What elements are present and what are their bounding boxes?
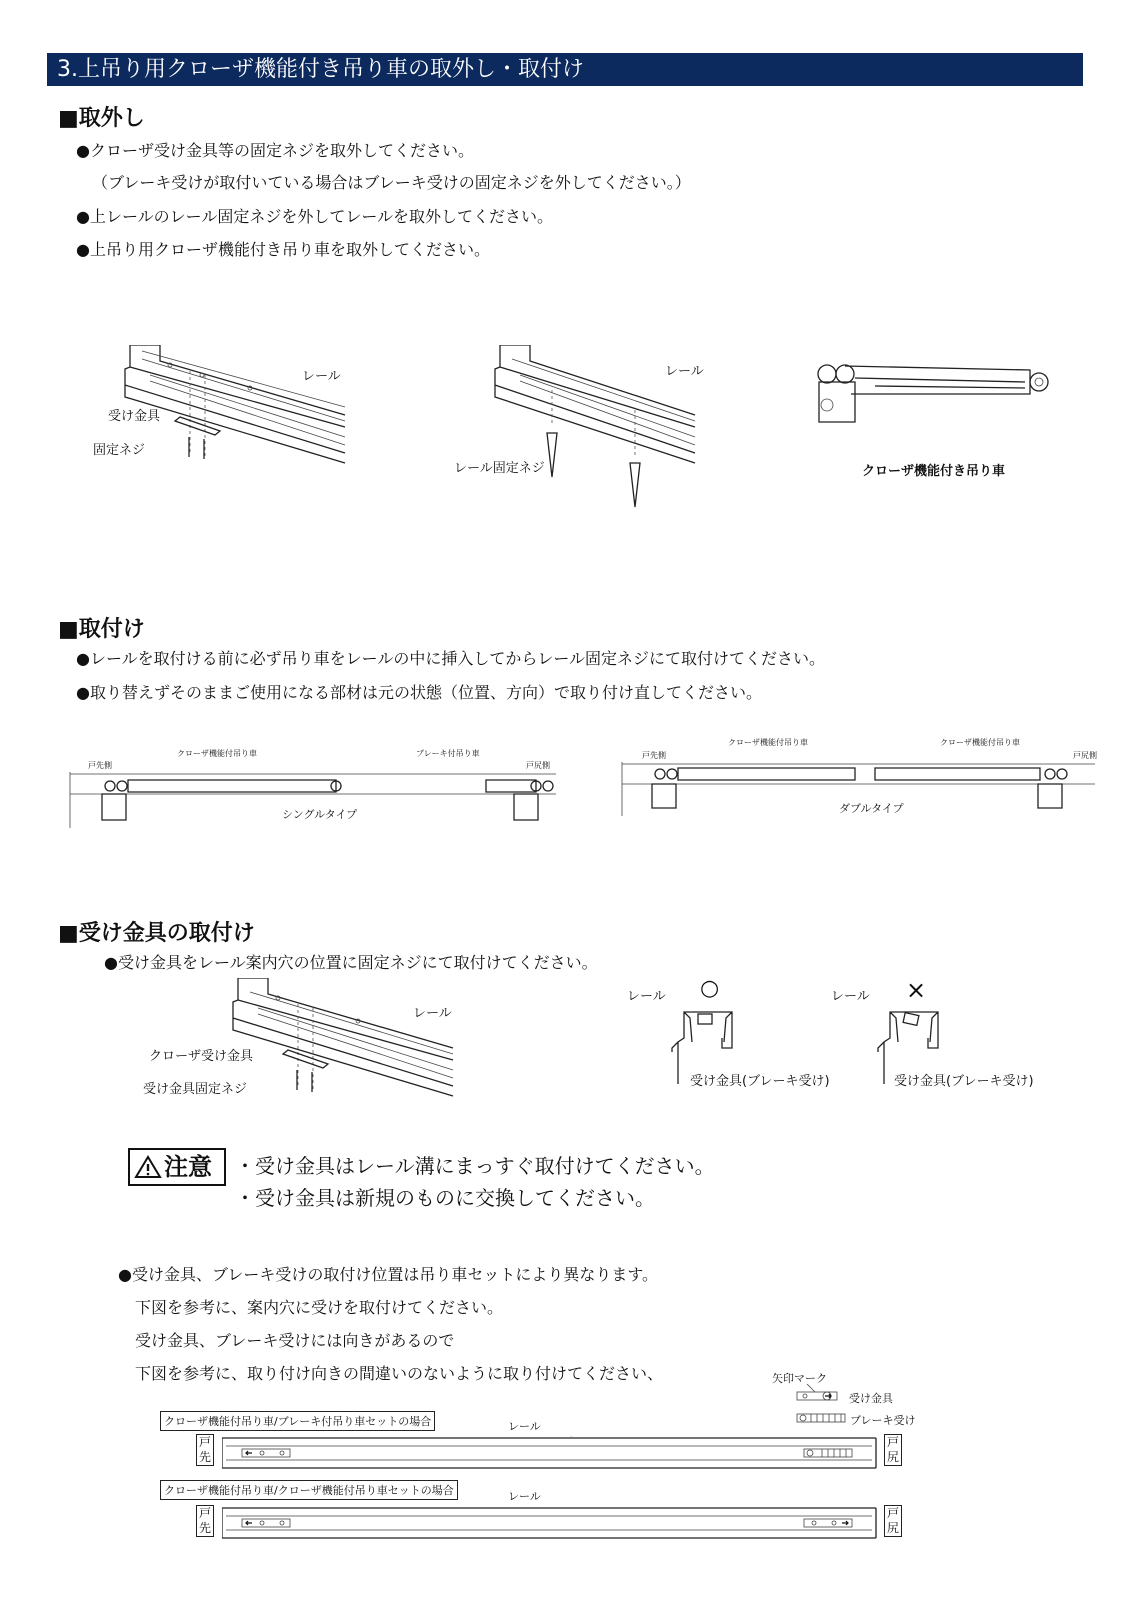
- set2-door-front: 戸 先: [196, 1505, 214, 1537]
- bracket-heading: ■受け金具の取付け: [58, 921, 255, 946]
- removal-line-4: ●上吊り用クローザ機能付き吊り車を取外してください。: [76, 240, 490, 259]
- caution-badge: [128, 1148, 226, 1186]
- closer-bracket-illustration: [228, 978, 468, 1108]
- removal-line-2: （ブレーキ受けが取付いている場合はブレーキ受けの固定ネジを外してください。）: [92, 173, 691, 192]
- single-door-front: 戸先側: [88, 761, 112, 770]
- fig1-bracket-label: 受け金具: [108, 409, 161, 424]
- ng-rail-label: レール: [831, 989, 870, 1004]
- fig2-screw-label: レール固定ネジ: [454, 461, 545, 476]
- warning-icon: [134, 1155, 162, 1179]
- removal-heading: ■取外し: [58, 106, 145, 131]
- page-header: 3.上吊り用クローザ機能付き吊り車の取外し・取付け: [47, 53, 1083, 86]
- set2-title: クローザ機能付吊り車/クローザ機能付吊り車セットの場合: [160, 1480, 458, 1500]
- removal-line-3: ●上レールのレール固定ネジを外してレールを取外してください。: [76, 207, 554, 226]
- fig3-caption: クローザ機能付き吊り車: [862, 464, 1006, 479]
- caution-label: 注意: [164, 1153, 212, 1181]
- single-closer-label: クローザ機能付吊り車: [177, 749, 257, 758]
- double-caption: ダブルタイプ: [839, 802, 904, 815]
- set1-door-front: 戸 先: [196, 1434, 214, 1466]
- bracket-line: ●受け金具をレール案内穴の位置に固定ネジにて取付けてください。: [104, 953, 598, 972]
- set2-door-back: 戸 尻: [884, 1505, 902, 1537]
- bracket-fig-closer: クローザ受け金具: [149, 1049, 254, 1064]
- caution-line-1: ・受け金具はレール溝にまっすぐ取付けてください。: [235, 1154, 715, 1178]
- install-heading: ■取付け: [58, 617, 145, 642]
- ok-rail-label: レール: [627, 989, 666, 1004]
- legend-bracket: 受け金具: [849, 1392, 893, 1405]
- double-door-back: 戸尻側: [1073, 751, 1097, 760]
- single-caption: シングルタイプ: [282, 808, 358, 821]
- set1-rail-diagram: [222, 1436, 878, 1470]
- single-brake-label: ブレーキ付吊り車: [416, 749, 480, 758]
- fig1-screw-label: 固定ネジ: [93, 443, 146, 458]
- fig2-rail-label: レール: [665, 364, 704, 379]
- set2-rail-label: レール: [508, 1490, 541, 1503]
- set1-door-back: 戸 尻: [884, 1434, 902, 1466]
- double-door-front: 戸先側: [642, 751, 666, 760]
- note-line-4: 下図を参考に、取り付け向きの間違いのないように取り付けてください、: [135, 1364, 664, 1383]
- fig1-rail-label: レール: [302, 369, 341, 384]
- bracket-fig-screw: 受け金具固定ネジ: [143, 1082, 248, 1097]
- double-closer-label-1: クローザ機能付吊り車: [728, 738, 808, 747]
- double-closer-label-2: クローザ機能付吊り車: [940, 738, 1020, 747]
- ng-bracket-label: 受け金具(ブレーキ受け): [894, 1074, 1034, 1089]
- install-line-1: ●レールを取付ける前に必ず吊り車をレールの中に挿入してからレール固定ネジにて取付けてください。: [76, 649, 826, 668]
- caution-line-2: ・受け金具は新規のものに交換してください。: [235, 1186, 655, 1210]
- legend-brake: ブレーキ受け: [850, 1414, 916, 1427]
- ok-bracket-label: 受け金具(ブレーキ受け): [690, 1074, 830, 1089]
- note-line-3: 受け金具、ブレーキ受けには向きがあるので: [135, 1331, 455, 1350]
- closer-hanger-illustration: [815, 360, 1065, 430]
- ok-mark: ○: [700, 976, 720, 1001]
- set1-title: クローザ機能付吊り車/ブレーキ付吊り車セットの場合: [160, 1411, 435, 1431]
- install-line-2: ●取り替えずそのままご使用になる部材は元の状態（位置、方向）で取り付け直してください。: [76, 683, 762, 702]
- set1-rail-label: レール: [508, 1420, 541, 1433]
- ng-mark: ×: [906, 976, 927, 1004]
- legend-symbols: [795, 1384, 847, 1428]
- note-line-1: ●受け金具、ブレーキ受けの取付け位置は吊り車セットにより異なります。: [118, 1265, 659, 1284]
- bracket-fig-rail: レール: [413, 1006, 452, 1021]
- note-line-2: 下図を参考に、案内穴に受けを取付けてください。: [135, 1298, 504, 1317]
- single-door-back: 戸尻側: [526, 761, 550, 770]
- set2-rail-diagram: [222, 1506, 878, 1540]
- legend-arrow-mark: 矢印マーク: [772, 1372, 827, 1385]
- removal-line-1: ●クローザ受け金具等の固定ネジを取外してください。: [76, 141, 474, 160]
